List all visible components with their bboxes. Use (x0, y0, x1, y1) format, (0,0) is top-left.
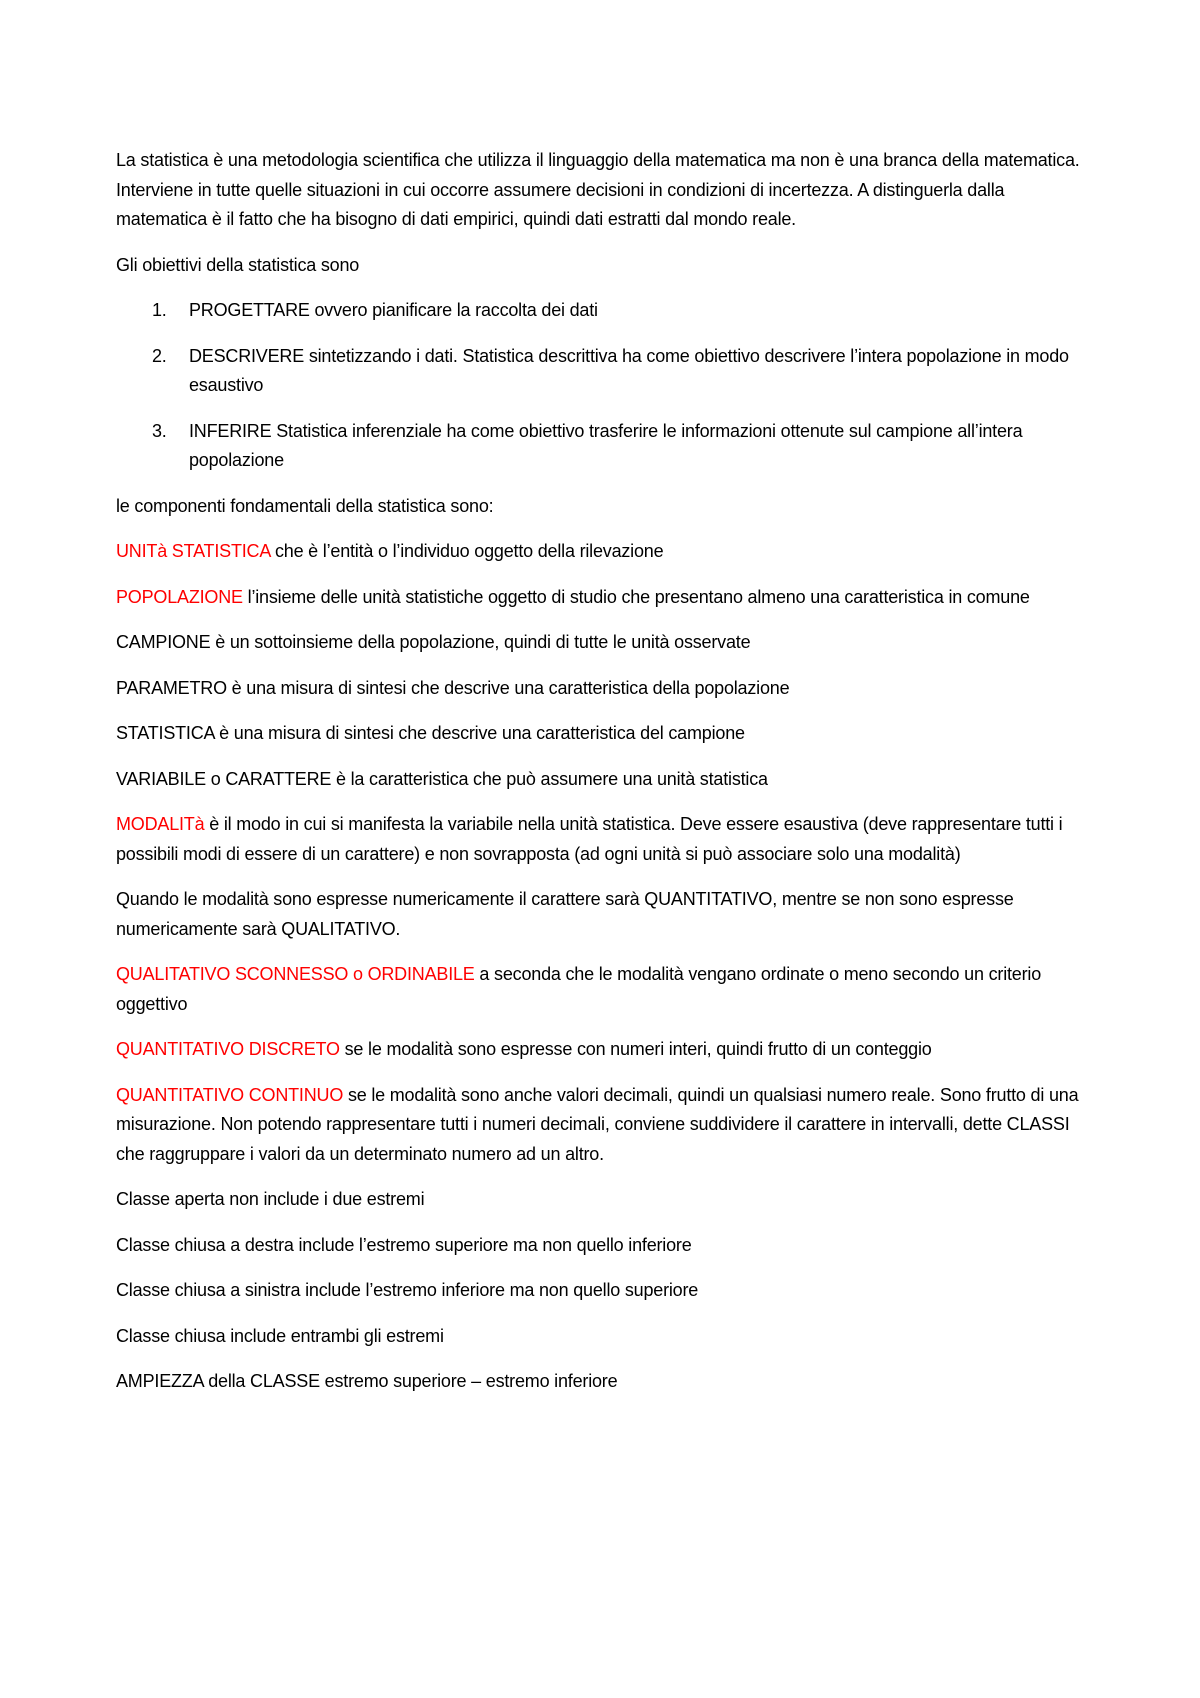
definition-text: l’insieme delle unità statistiche oggetto di studio che presentano almeno una caratteristica in comune (242, 586, 1030, 607)
definition-unita-statistica (116, 537, 1100, 567)
quantitativo-qualitativo-paragraph: Quando le modalità sono espresse numericamente il carattere sarà QUANTITATIVO, mentre se non sono espresse numericamente sarà QUALITATIVO. (116, 889, 1014, 939)
objectives-list (116, 296, 1100, 476)
definition-text: è il modo in cui si manifesta la variabile nella unità statistica. Deve essere esaustiva (deve rappresentare tutti i possibili modi di essere di un carattere) e non sovrapposta (ad ogni unità si può associare solo una modalità) (116, 814, 1063, 864)
list-text: INFERIRE Statistica inferenziale ha come obiettivo trasferire le informazioni ottenute sul campione all’intera popolazione (189, 420, 1023, 470)
classe-aperta: Classe aperta non include i due estremi (116, 1189, 425, 1209)
list-item (116, 296, 1100, 326)
definition-text: se le modalità sono anche valori decimali, quindi un qualsiasi numero reale. Sono frutto di una misurazione. Non potendo rappresentare tutti i numeri decimali, conviene suddividere il carattere in intervalli, dette CLASSI che raggruppare i valori da un determinato numero ad un altro. (116, 1084, 1079, 1164)
term-highlight: QUANTITATIVO CONTINUO (116, 1084, 344, 1105)
term-highlight: QUALITATIVO SCONNESSO o ORDINABILE (116, 964, 475, 984)
term-highlight: QUANTITATIVO DISCRETO (116, 1039, 340, 1059)
classe-chiusa-sinistra: Classe chiusa a sinistra include l’estremo inferiore ma non quello superiore (116, 1280, 699, 1300)
objectives-heading: Gli obiettivi della statistica sono (116, 254, 360, 275)
list-number: 1. (152, 300, 167, 320)
definition-text: che è l’entità o l’individuo oggetto della rilevazione (270, 541, 664, 561)
classe-chiusa-destra: Classe chiusa a destra include l’estremo superiore ma non quello inferiore (116, 1234, 692, 1255)
list-item (116, 417, 1100, 476)
definition-discreto (116, 1035, 1100, 1065)
components-heading: le componenti fondamentali della statistica sono: (116, 495, 494, 516)
list-number: 2. (152, 345, 167, 366)
list-text: PROGETTARE ovvero pianificare la raccolta dei dati (189, 300, 598, 320)
term-highlight: MODALITà (116, 814, 205, 834)
definition-text: se le modalità sono espresse con numeri interi, quindi frutto di un conteggio (339, 1039, 932, 1059)
list-text: DESCRIVERE sintetizzando i dati. Statistica descrittiva ha come obiettivo descrivere l’intera popolazione in modo esaustivo (189, 345, 1069, 395)
ampiezza-classe: AMPIEZZA della CLASSE estremo superiore – estremo inferiore (116, 1371, 618, 1391)
definition-statistica: STATISTICA è una misura di sintesi che descrive una caratteristica del campione (116, 723, 745, 743)
definition-popolazione (116, 583, 1100, 613)
term-highlight: UNITà STATISTICA (116, 541, 271, 561)
term-highlight: POPOLAZIONE (116, 586, 243, 607)
definition-continuo (116, 1081, 1100, 1170)
intro-paragraph: La statistica è una metodologia scientifica che utilizza il linguaggio della matematica ma non è una branca della matematica. Interviene in tutte quelle situazioni in cui occorre assumere decisioni in condizioni di incertezza. A distinguerla dalla matematica è il fatto che ha bisogno di dati empirici, quindi dati estratti dal mondo reale. (116, 150, 1080, 229)
classe-chiusa: Classe chiusa include entrambi gli estremi (116, 1325, 444, 1346)
definition-qualitativo (116, 960, 1100, 1019)
list-item (116, 342, 1100, 401)
definition-text: a seconda che le modalità vengano ordinate o meno secondo un criterio oggettivo (116, 964, 1042, 1014)
definition-modalita (116, 810, 1100, 869)
definition-campione: CAMPIONE è un sottoinsieme della popolazione, quindi di tutte le unità osservate (116, 632, 751, 652)
document-page (116, 146, 1100, 1413)
definition-variabile: VARIABILE o CARATTERE è la caratteristica che può assumere una unità statistica (116, 768, 768, 789)
definition-parametro: PARAMETRO è una misura di sintesi che descrive una caratteristica della popolazione (116, 677, 790, 698)
list-number: 3. (152, 420, 167, 441)
